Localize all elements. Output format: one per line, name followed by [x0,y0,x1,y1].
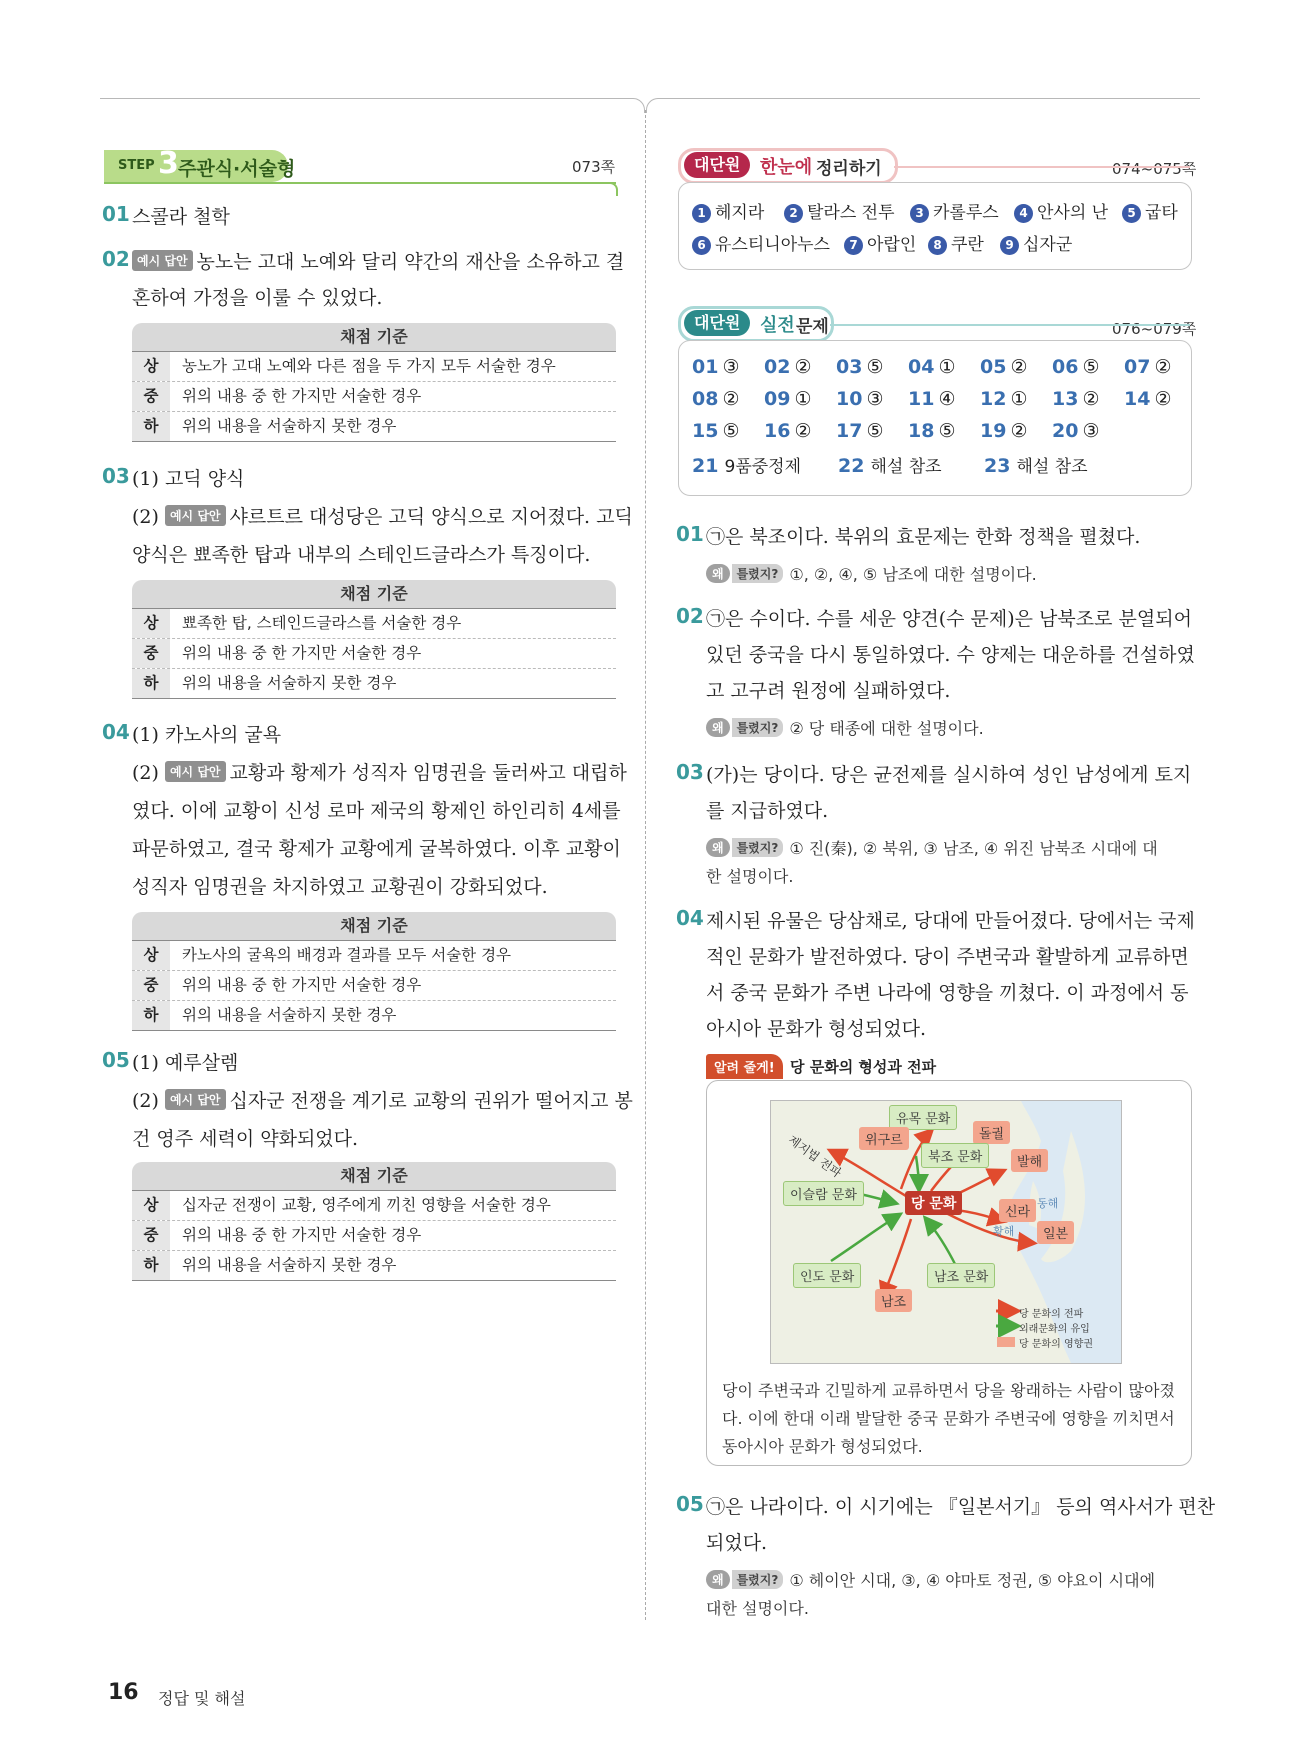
summary-item [1122,198,1178,223]
answer-value: ② [1154,388,1172,410]
e03-line1: (가)는 당이다. 당은 균전제를 실시하여 성인 남성에게 토지 [706,764,1192,786]
e05-number: 05 [676,1492,704,1516]
e02-line2: 있던 중국을 다시 통일하였다. 수 양제는 대운하를 건설하였 [706,644,1195,666]
why-label: 틀렸지? [732,718,784,737]
summary-item [928,230,984,255]
answer-number: 18 [908,420,935,442]
q04-line1 [132,758,627,785]
e04-line4: 아시아 문화가 형성되었다. [706,1018,927,1040]
answer-value: ⑤ [938,420,956,442]
grading-head: 채점 기준 [132,1162,616,1190]
q04-part1: (1) 카노사의 굴욕 [132,724,282,746]
grading-head: 채점 기준 [132,580,616,608]
answer-number: 17 [836,420,863,442]
answer-number: 23 [984,455,1011,477]
summary-page-ref: 074~075쪽 [1112,160,1197,178]
q05-badge: 예시 답안 [165,1089,226,1110]
grading-row [132,639,616,669]
why-label: 틀렸지? [732,564,784,583]
grading-row [132,1001,616,1031]
answer-number: 20 [1052,420,1079,442]
grade-text: 십자군 전쟁이 교황, 영주에게 끼친 영향을 서술한 경우 [182,1196,551,1214]
q02-badge: 예시 답안 [132,250,193,271]
grade-text: 위의 내용을 서술하지 못한 경우 [182,1256,397,1274]
answer-value: ① [938,356,956,378]
e02-number: 02 [676,604,704,628]
answer-number: 03 [836,356,863,378]
q05-part2-label: (2) [132,1090,159,1112]
answer-value: ① [794,388,812,410]
practice-title-a: 실전 [760,315,795,336]
why-icon: 왜 [706,1570,730,1589]
answer-value: 9품중정제 [724,457,802,477]
why-icon: 왜 [706,564,730,583]
e01-line1: ㉠은 북조이다. 북위의 효문제는 한화 정책을 펼쳤다. [706,526,1141,548]
answer-value: ② [1154,356,1172,378]
answer-item [1124,356,1172,378]
answer-item [764,356,812,378]
number-circle-icon: 7 [844,236,863,255]
answer-item [1124,388,1172,410]
e05-why-text1: ① 헤이안 시대, ③, ④ 야마토 정권, ⑤ 야요이 시대에 [789,1571,1156,1590]
answer-number: 02 [764,356,791,378]
map-label-balhae: 발해 [1011,1149,1048,1172]
answer-number: 15 [692,420,719,442]
map-label-namjo: 남조 [875,1289,912,1312]
answer-number: 05 [980,356,1007,378]
summary-item [692,230,830,255]
e02-line1: ㉠은 수이다. 수를 세운 양견(수 문제)은 남북조로 분열되어 [706,608,1192,630]
grade-level: 중 [132,639,170,668]
map-label-yumok: 유목 문화 [889,1105,957,1130]
grade-text: 위의 내용 중 한 가지만 서술한 경우 [182,1226,422,1244]
grade-text: 위의 내용을 서술하지 못한 경우 [182,417,397,435]
grade-text: 카노사의 굴욕의 배경과 결과를 모두 서술한 경우 [182,946,512,964]
number-circle-icon: 8 [928,236,947,255]
grading-row [132,971,616,1001]
map-label-indo: 인도 문화 [793,1263,861,1288]
grade-level: 상 [132,352,170,381]
grade-text: 뾰족한 탑, 스테인드글라스를 서술한 경우 [182,614,462,632]
number-circle-icon: 5 [1122,204,1141,223]
q05-text1: 십자군 전쟁을 계기로 교황의 권위가 떨어지고 봉 [229,1090,633,1112]
summary-item-text: 아랍인 [867,235,917,255]
tang-culture-map [770,1100,1122,1364]
summary-item [692,198,764,223]
answer-item [980,356,1028,378]
e01-why [706,562,1037,585]
grade-level: 하 [132,412,170,441]
q04-line2: 였다. 이에 교황이 신성 로마 제국의 황제인 하인리히 4세를 [132,800,621,822]
answer-number: 09 [764,388,791,410]
summary-title-line [894,166,1190,168]
tip-caption-1: 당이 주변국과 긴밀하게 교류하면서 당을 왕래하는 사람이 많아졌 [722,1381,1175,1400]
step-underline-end [608,182,618,196]
q03-part2-label: (2) [132,506,159,528]
grade-text: 농노가 고대 노예와 다른 점을 두 가지 모두 서술한 경우 [182,357,556,375]
summary-title-b: 정리하기 [816,159,882,179]
e05-why-line2: 대한 설명이다. [706,1599,809,1618]
answer-item [764,420,812,442]
answer-value: ④ [938,388,956,410]
summary-title-a: 한눈에 [760,157,813,178]
summary-item-text: 유스티니아누스 [715,235,830,255]
e02-line3: 고 고구려 원정에 실패하였다. [706,680,951,702]
summary-item-text: 카롤루스 [933,203,999,223]
why-icon: 왜 [706,718,730,737]
grade-level: 하 [132,1001,170,1030]
q05-line1 [132,1086,633,1113]
grading-row [132,669,616,699]
map-label-donghae: 동해 [1037,1197,1059,1210]
grade-level: 하 [132,669,170,698]
answer-value: ② [794,420,812,442]
number-circle-icon: 1 [692,204,711,223]
grade-text: 위의 내용 중 한 가지만 서술한 경우 [182,976,422,994]
e03-why [706,836,1158,859]
e02-why-text: ② 당 태종에 대한 설명이다. [789,719,984,738]
grade-text: 위의 내용을 서술하지 못한 경우 [182,674,397,692]
grade-text: 위의 내용 중 한 가지만 서술한 경우 [182,387,422,405]
map-label-uigur: 위구르 [859,1127,909,1150]
q04-line3: 파문하였고, 결국 황제가 교황에게 굴복하였다. 이후 교황이 [132,838,621,860]
e05-why [706,1568,1155,1591]
practice-page-ref: 076~079쪽 [1112,320,1197,338]
grade-text: 위의 내용을 서술하지 못한 경우 [182,1006,397,1024]
grading-row [132,608,616,639]
grading-table-05 [132,1162,616,1281]
e05-line1: ㉠은 나라이다. 이 시기에는 『일본서기』 등의 역사서가 편찬 [706,1496,1216,1518]
grading-row [132,1190,616,1221]
answer-number: 07 [1124,356,1151,378]
grade-level: 상 [132,941,170,970]
step-number: 3 [158,146,179,181]
number-circle-icon: 2 [784,204,803,223]
summary-item [784,198,895,223]
answer-21 [692,452,801,477]
e03-why-text1: ① 진(秦), ② 북위, ③ 남조, ④ 위진 남북조 시대에 대 [789,839,1158,858]
answer-item [836,420,884,442]
grading-table-04 [132,912,616,1031]
grading-row [132,382,616,412]
map-label-paper: 제지법 전파 [785,1132,844,1181]
tip-tag: 알려 줄게! [706,1054,783,1079]
practice-title-b: 문제 [796,317,829,337]
answer-item [908,356,956,378]
e01-why-text: ①, ②, ④, ⑤ 남조에 대한 설명이다. [789,565,1037,584]
answer-item [764,388,812,410]
grading-head: 채점 기준 [132,912,616,940]
tip-caption-3: 동아시아 문화가 형성되었다. [722,1437,923,1456]
number-circle-icon: 4 [1014,204,1033,223]
q05-part1: (1) 예루살렘 [132,1052,239,1074]
summary-pill: 대단원 [684,152,750,178]
summary-item-text: 안사의 난 [1037,203,1109,223]
answer-item [836,388,884,410]
answer-number: 06 [1052,356,1079,378]
tip-caption-2: 다. 이에 한대 이래 발달한 중국 문화가 주변국에 영향을 끼치면서 [722,1409,1175,1428]
answer-22 [838,452,942,477]
e04-number: 04 [676,906,704,930]
grading-row [132,1221,616,1251]
top-rule-curve [630,98,645,113]
e03-number: 03 [676,760,704,784]
grading-row [132,412,616,442]
e05-line2: 되었다. [706,1532,768,1554]
answer-number: 04 [908,356,935,378]
answer-value: ② [1010,420,1028,442]
grade-level: 중 [132,971,170,1000]
grading-row [132,940,616,971]
answer-number: 13 [1052,388,1079,410]
q02-text1: 농노는 고대 노예와 달리 약간의 재산을 소유하고 결 [196,251,625,273]
grade-level: 중 [132,1221,170,1250]
legend-spread: 당 문화의 전파 [1019,1309,1084,1320]
q05-line2: 건 영주 세력이 약화되었다. [132,1128,359,1150]
answer-value: 해설 참조 [1016,457,1088,477]
answer-value: ③ [866,388,884,410]
summary-item [844,230,916,255]
e04-line1: 제시된 유물은 당삼채로, 당대에 만들어졌다. 당에서는 국제 [706,910,1195,932]
why-label: 틀렸지? [732,838,784,857]
grading-table-03 [132,580,616,699]
answer-value: ⑤ [866,420,884,442]
e04-line3: 서 중국 문화가 주변 나라에 영향을 끼쳤다. 이 과정에서 동 [706,982,1189,1004]
map-label-hwanghae: 황해 [993,1225,1015,1238]
answer-value: ⑤ [1082,356,1100,378]
e04-line2: 적인 문화가 발전하였다. 당이 주변국과 활발하게 교류하면 [706,946,1189,968]
number-circle-icon: 6 [692,236,711,255]
q04-line4: 성직자 임명권을 차지하였고 교황권이 강화되었다. [132,876,548,898]
step-title: 주관식·서술형 [178,158,296,180]
answer-value: ① [1010,388,1028,410]
map-label-bukjo: 북조 문화 [921,1143,989,1168]
top-rule-left [100,98,632,99]
answer-value: ② [1082,388,1100,410]
summary-item-text: 탈라스 전투 [807,203,895,223]
step-underline [104,182,616,184]
grading-head: 채점 기준 [132,323,616,351]
e03-line2: 를 지급하였다. [706,800,829,822]
answer-item [692,420,740,442]
answer-item [1052,388,1100,410]
q03-line1 [132,502,633,529]
answer-item [1052,356,1100,378]
answer-item [908,388,956,410]
answer-item [908,420,956,442]
q01-number: 01 [102,202,130,226]
grading-row [132,1251,616,1281]
answer-value: ⑤ [866,356,884,378]
answer-number: 08 [692,388,719,410]
answer-value: ③ [1082,420,1100,442]
map-label-ilbon: 일본 [1037,1221,1074,1244]
map-label-center: 당 문화 [905,1191,962,1215]
answer-value: ② [722,388,740,410]
q04-text1: 교황과 황제가 성직자 임명권을 둘러싸고 대립하 [229,762,627,784]
page-number: 16 [108,1680,139,1705]
q03-badge: 예시 답안 [165,505,226,526]
step-page-ref: 073쪽 [572,158,616,176]
summary-item-text: 굽타 [1145,203,1178,223]
e01-number: 01 [676,522,704,546]
answer-item [980,420,1028,442]
q03-text1: 샤르트르 대성당은 고딕 양식으로 지어졌다. 고딕 [229,506,633,528]
column-divider [645,110,646,1620]
answer-number: 16 [764,420,791,442]
practice-pill: 대단원 [684,310,750,336]
answer-number: 10 [836,388,863,410]
summary-item-text: 십자군 [1023,235,1073,255]
grading-table-02 [132,323,616,442]
number-circle-icon: 9 [1000,236,1019,255]
number-circle-icon: 3 [910,204,929,223]
q04-badge: 예시 답안 [165,761,226,782]
summary-item-text: 헤지라 [715,203,765,223]
answer-item [692,388,740,410]
top-rule-curve-right [646,98,661,113]
legend-inflow: 외래문화의 유입 [1019,1324,1090,1335]
step-word: STEP [118,158,155,173]
grade-level: 상 [132,1191,170,1220]
q04-part2-label: (2) [132,762,159,784]
top-rule-right [658,98,1200,99]
answer-value: ② [794,356,812,378]
q02-line2: 혼하여 가정을 이룰 수 있었다. [132,287,383,309]
e02-why [706,716,984,739]
answer-value: ② [1010,356,1028,378]
answer-number: 21 [692,455,719,477]
footer-label: 정답 및 해설 [158,1689,246,1708]
legend-zone: 당 문화의 영향권 [1019,1339,1093,1350]
answer-number: 19 [980,420,1007,442]
summary-box [678,182,1192,270]
map-label-silla: 신라 [999,1199,1036,1222]
answer-item [1052,420,1100,442]
answer-item [692,356,740,378]
grade-level: 하 [132,1251,170,1280]
q04-number: 04 [102,720,130,744]
answer-23 [984,452,1088,477]
summary-item [1000,230,1072,255]
answer-item [980,388,1028,410]
q03-part1: (1) 고딕 양식 [132,468,245,490]
answer-number: 11 [908,388,935,410]
map-label-dolgwol: 돌궐 [973,1121,1010,1144]
answer-item [836,356,884,378]
why-icon: 왜 [706,838,730,857]
tip-title: 당 문화의 형성과 전파 [790,1058,937,1076]
grade-level: 중 [132,382,170,411]
q05-number: 05 [102,1048,130,1072]
answer-number: 14 [1124,388,1151,410]
practice-title-line [830,324,1190,326]
map-label-islam: 이슬람 문화 [783,1181,864,1206]
map-label-namjo-culture: 남조 문화 [927,1263,995,1288]
summary-item [910,198,999,223]
grade-level: 상 [132,609,170,638]
q01-answer: 스콜라 철학 [132,206,230,228]
answer-number: 22 [838,455,865,477]
q03-line2: 양식은 뾰족한 탑과 내부의 스테인드글라스가 특징이다. [132,544,591,566]
grading-row [132,351,616,382]
q03-number: 03 [102,464,130,488]
answer-number: 01 [692,356,719,378]
answer-value: ③ [722,356,740,378]
q02-line1 [132,247,624,274]
q02-number: 02 [102,247,130,271]
summary-item-text: 쿠란 [951,235,984,255]
why-label: 틀렸지? [732,1570,784,1589]
answer-number: 12 [980,388,1007,410]
summary-item [1014,198,1108,223]
grade-text: 위의 내용 중 한 가지만 서술한 경우 [182,644,422,662]
e03-why-line2: 한 설명이다. [706,867,794,886]
answer-value: 해설 참조 [870,457,942,477]
answer-value: ⑤ [722,420,740,442]
